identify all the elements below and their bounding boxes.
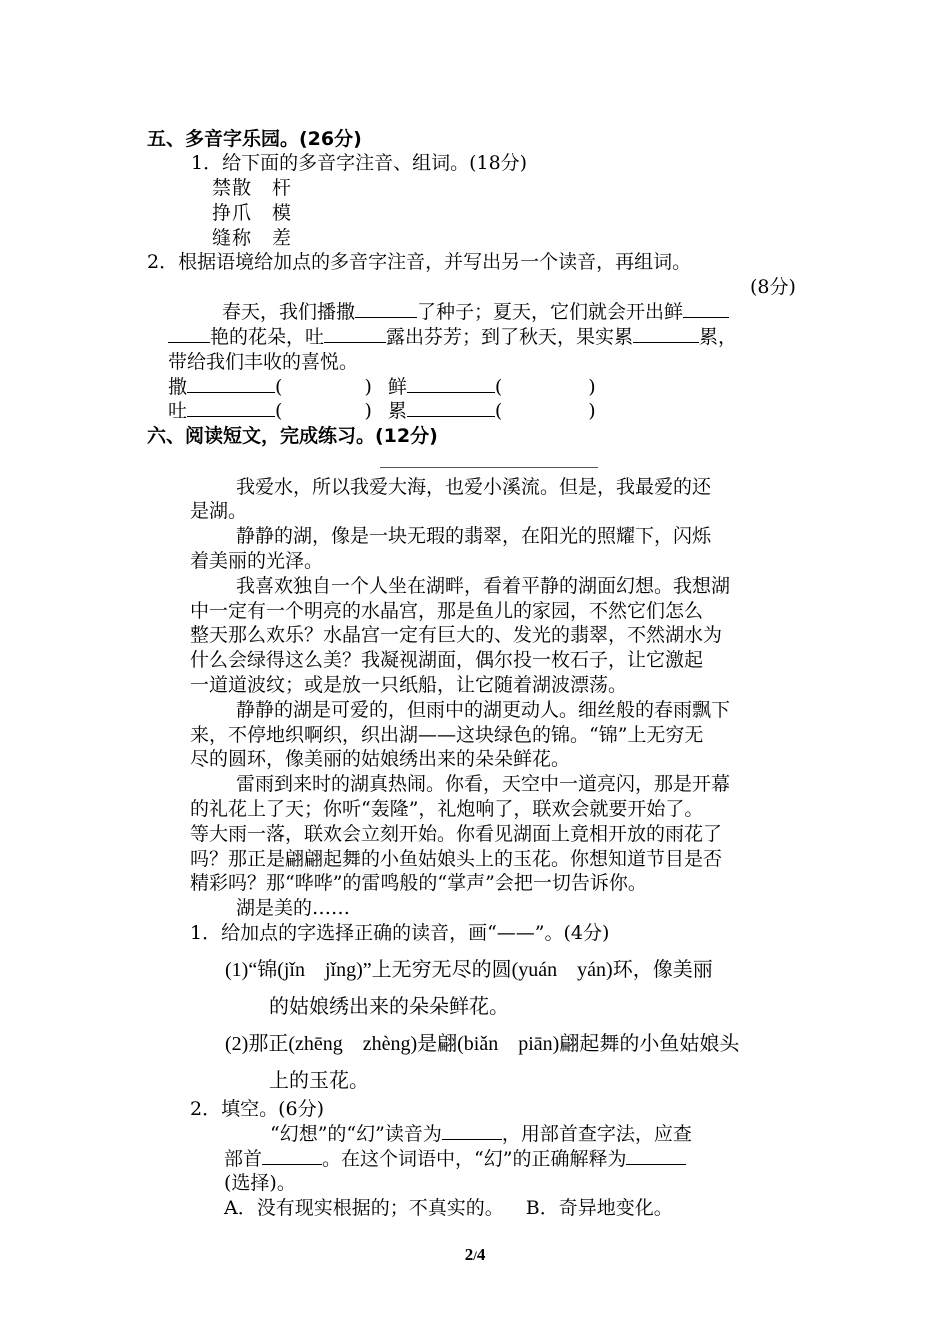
passage-text: 了种子；夏天，它们就会开出鲜 bbox=[417, 301, 684, 323]
answer-row-2: 吐 ( ) 累 ( ) bbox=[168, 400, 596, 422]
option-a: A．没有现实根据的；不真实的。 bbox=[224, 1197, 504, 1219]
option-b: B．奇异地变化。 bbox=[525, 1197, 673, 1219]
blank[interactable] bbox=[626, 1147, 686, 1165]
section-5-title: 五、多音字乐园。(26分) bbox=[147, 128, 362, 150]
section-6-title: 六、阅读短文，完成练习。(12分) bbox=[147, 425, 438, 447]
blank[interactable] bbox=[262, 1147, 322, 1165]
reading-line: 我爱水，所以我爱大海，也爱小溪流。但是，我最爱的还 bbox=[236, 476, 712, 498]
char-xian: 鲜 bbox=[387, 376, 407, 398]
title-blank-line[interactable] bbox=[380, 467, 598, 468]
reading-line: 吗？那正是翩翩起舞的小鱼姑娘头上的玉花。你想知道节目是否 bbox=[190, 848, 723, 870]
polyphone-row-3: 缝称 差 bbox=[212, 227, 293, 249]
reading-line: 静静的湖，像是一块无瑕的翡翠，在阳光的照耀下，闪烁 bbox=[236, 525, 712, 547]
reading-line: 中一定有一个明亮的水晶宫，那是鱼儿的家园，不然它们怎么 bbox=[190, 600, 704, 622]
blank[interactable] bbox=[355, 300, 417, 318]
blank[interactable] bbox=[407, 399, 495, 417]
q5-2-passage-line-1 bbox=[222, 300, 729, 324]
q5-2-score: (8分) bbox=[750, 276, 796, 298]
q6-2-line-1: “幻想”的“幻”读音为 ，用部首查字法，应查 bbox=[270, 1123, 692, 1145]
char-tu: 吐 bbox=[168, 400, 188, 422]
char-lei: 累 bbox=[387, 400, 407, 422]
char-sa: 撒 bbox=[168, 376, 188, 398]
blank[interactable] bbox=[324, 325, 386, 343]
reading-line: 的礼花上了天；你听“轰隆”，礼炮响了，联欢会就要开始了。 bbox=[190, 798, 704, 820]
reading-line: 一道道波纹；或是放一只纸船，让它随着湖波漂荡。 bbox=[190, 674, 628, 696]
polyphone-row-2: 挣爪 模 bbox=[212, 202, 293, 224]
reading-line: 湖是美的…… bbox=[236, 897, 351, 919]
q5-2-passage-line-3: 带给我们丰收的喜悦。 bbox=[168, 351, 359, 373]
reading-line: 着美丽的光泽。 bbox=[190, 550, 324, 572]
reading-line: 什么会绿得这么美？我凝视湖面，偶尔投一枚石子，让它激起 bbox=[190, 649, 704, 671]
q5-1-prompt: 1．给下面的多音字注音、组词。(18分) bbox=[191, 152, 528, 174]
reading-line: 来，不停地织啊织，织出湖——这块绿色的锦。“锦”上无穷无 bbox=[190, 724, 704, 746]
reading-line: 等大雨一落，联欢会立刻开始。你看见湖面上竟相开放的雨花了 bbox=[190, 823, 723, 845]
blank[interactable] bbox=[442, 1122, 502, 1140]
reading-line: 尽的圆环，像美丽的姑娘绣出来的朵朵鲜花。 bbox=[190, 748, 571, 770]
blank[interactable] bbox=[407, 375, 495, 393]
passage-text: 艳的花朵，吐 bbox=[210, 326, 325, 348]
page-number: 2/4 bbox=[464, 1245, 486, 1264]
blank[interactable] bbox=[187, 375, 275, 393]
reading-line: 精彩吗？那“哗哗”的雷鸣般的“掌声”会把一切告诉你。 bbox=[190, 872, 647, 894]
reading-line: 静静的湖是可爱的，但雨中的湖更动人。细丝般的春雨飘下 bbox=[236, 699, 731, 721]
q6-1-prompt: 1．给加点的字选择正确的读音，画“——”。(4分) bbox=[190, 922, 610, 944]
blank[interactable] bbox=[187, 399, 275, 417]
q6-2-line-3: (选择)。 bbox=[224, 1172, 296, 1194]
reading-line: 雷雨到来时的湖真热闹。你看，天空中一道亮闪，那是开幕 bbox=[236, 773, 731, 795]
blank[interactable] bbox=[633, 325, 699, 343]
blank[interactable] bbox=[168, 325, 210, 343]
polyphone-row-1: 禁散 杆 bbox=[212, 177, 293, 199]
reading-line: 整天那么欢乐？水晶宫一定有巨大的、发光的翡翠，不然湖水为 bbox=[190, 624, 723, 646]
reading-line: 是湖。 bbox=[190, 500, 248, 522]
passage-text: 春天，我们播撒 bbox=[222, 301, 356, 323]
q6-1-item-2-line-2: 上的玉花。 bbox=[269, 1070, 369, 1092]
q6-1-item-1-line-1: (1)“锦(jǐn jǐng)”上无穷无尽的圆(yuán yán)环，像美丽 bbox=[225, 959, 713, 981]
q5-2-passage-line-2 bbox=[168, 325, 737, 349]
q6-1-item-1-line-2: 的姑娘绣出来的朵朵鲜花。 bbox=[269, 996, 509, 1018]
passage-text: 累， bbox=[699, 326, 738, 348]
q6-2-line-2: 部首 。在这个词语中，“幻”的正确解释为 bbox=[224, 1147, 686, 1171]
q6-1-item-2-line-1: (2)那正(zhēng zhèng)是翩(biǎn piān)翩起舞的小鱼姑娘头 bbox=[225, 1033, 740, 1055]
q6-2-options bbox=[224, 1196, 673, 1220]
answer-row-1: 撒 ( ) 鲜 ( ) bbox=[168, 376, 596, 398]
q6-2-prompt: 2．填空。(6分) bbox=[190, 1098, 325, 1120]
reading-line: 我喜欢独自一个人坐在湖畔，看着平静的湖面幻想。我想湖 bbox=[236, 575, 731, 597]
blank[interactable] bbox=[683, 300, 729, 318]
passage-text: 露出芬芳；到了秋天，果实累 bbox=[386, 326, 634, 348]
q5-2-prompt: 2．根据语境给加点的多音字注音，并写出另一个读音，再组词。 bbox=[147, 251, 692, 273]
